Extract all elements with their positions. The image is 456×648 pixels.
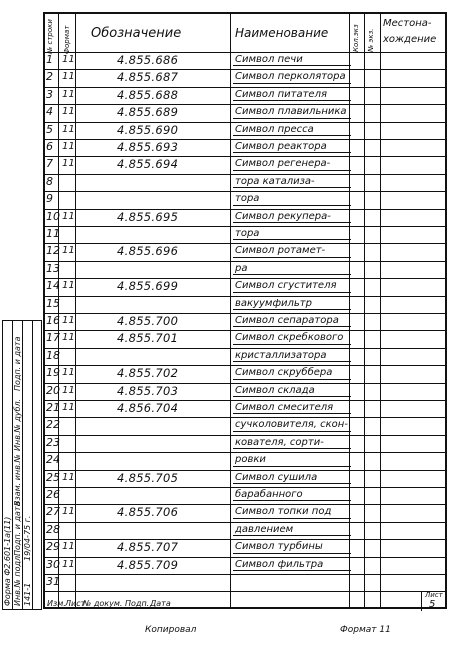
row-name: давлением <box>235 523 294 535</box>
row-number: 3 <box>46 87 53 101</box>
row-number: 17 <box>46 331 60 345</box>
row-number: 9 <box>46 192 53 206</box>
row-name: барабанного <box>235 489 303 500</box>
row-name: Символ плавильника <box>235 106 347 118</box>
row-name: тора <box>235 228 260 239</box>
header-copy-no: № экз. <box>367 28 375 52</box>
table-row <box>45 330 445 347</box>
table-row <box>45 452 445 469</box>
header-format: Формат <box>63 25 71 54</box>
row-designation: 4.855.690 <box>117 122 179 137</box>
row-format: 11 <box>62 384 75 396</box>
table-row <box>45 574 445 591</box>
row-format: 11 <box>62 88 75 100</box>
row-number: 8 <box>46 174 53 188</box>
row-format: 11 <box>62 471 75 483</box>
tb-list: Лист <box>65 599 86 608</box>
side-sign-date2: Подп. и дата <box>13 336 22 391</box>
row-number: 29 <box>46 540 60 554</box>
row-name: ра <box>235 262 248 274</box>
row-name: Символ питателя <box>235 88 327 100</box>
side-value-date: 19/04-75 г. <box>23 515 32 561</box>
table-row <box>45 278 445 295</box>
row-number: 30 <box>46 557 60 571</box>
row-designation: 4.855.686 <box>117 53 179 67</box>
table-row <box>45 365 445 382</box>
row-name: Символ пресса <box>235 123 314 135</box>
header-pos: № строки <box>46 19 54 54</box>
table-row <box>45 470 445 487</box>
sheet-label: Лист <box>425 591 443 599</box>
table-row <box>45 417 445 434</box>
row-designation: 4.856.704 <box>117 401 179 415</box>
row-format: 11 <box>62 280 75 292</box>
footer-format: Формат 11 <box>340 625 391 635</box>
row-number: 7 <box>46 157 53 171</box>
header-designation: Обозначение <box>91 26 182 41</box>
row-designation: 4.855.693 <box>117 140 179 154</box>
row-designation: 4.855.706 <box>117 505 179 520</box>
row-name: тора катализа- <box>235 175 315 187</box>
row-name: тора <box>235 193 260 205</box>
row-designation: 4.855.702 <box>117 366 179 381</box>
row-format: 11 <box>62 54 75 65</box>
sheet-value: 5 <box>429 599 436 610</box>
table-row <box>45 122 445 139</box>
side-form: Форма Ф2.601-1а(11) <box>3 516 12 606</box>
row-number: 24 <box>46 453 60 467</box>
header-name: Наименование <box>235 26 329 40</box>
specification-table <box>43 12 447 609</box>
row-format: 11 <box>62 558 75 570</box>
row-designation: 4.855.705 <box>117 470 179 485</box>
row-number: 18 <box>46 348 60 362</box>
row-number: 20 <box>46 383 60 397</box>
row-designation: 4.855.699 <box>117 279 179 294</box>
header-location-2: хождение <box>383 34 437 45</box>
row-number: 11 <box>46 227 60 240</box>
row-name: Символ смесителя <box>235 402 334 413</box>
side-inv-orig: Инв.№ подл. <box>13 553 22 606</box>
row-number: 15 <box>46 296 60 310</box>
row-name: Символ сгустителя <box>235 280 337 292</box>
table-row <box>45 87 445 104</box>
header-qty: Кол.экз <box>352 24 360 52</box>
table-row <box>45 209 445 226</box>
row-designation: 4.855.707 <box>117 540 179 555</box>
table-row <box>45 139 445 156</box>
row-name: Символ скруббера <box>235 367 333 379</box>
row-format: 11 <box>62 367 75 379</box>
row-designation: 4.855.694 <box>117 157 179 172</box>
row-number: 27 <box>46 505 60 519</box>
tb-doc-no: № докум. <box>83 599 123 608</box>
row-designation: 4.855.701 <box>117 331 179 346</box>
row-designation: 4.855.703 <box>117 383 179 398</box>
tb-sign: Подп. <box>125 599 150 608</box>
row-number: 26 <box>46 488 60 501</box>
row-number: 21 <box>46 401 60 414</box>
row-number: 13 <box>46 261 60 275</box>
table-row <box>45 156 445 173</box>
row-name: вакуумфильтр <box>235 297 312 309</box>
row-number: 25 <box>46 470 60 484</box>
row-name: Символ регенера- <box>235 158 331 170</box>
row-name: Символ турбины <box>235 541 323 553</box>
table-row <box>45 383 445 400</box>
footer-copied: Копировал <box>145 625 197 635</box>
row-designation: 4.855.687 <box>117 70 179 85</box>
table-row <box>45 435 445 452</box>
row-format: 11 <box>62 71 75 83</box>
table-row <box>45 52 445 69</box>
row-number: 28 <box>46 522 60 536</box>
row-name: кристаллизатора <box>235 349 327 361</box>
table-row <box>45 226 445 243</box>
side-sign-date: Подп. и дата <box>13 501 22 556</box>
row-name: ровки <box>235 454 266 466</box>
row-format: 11 <box>62 141 75 152</box>
row-number: 4 <box>46 105 53 119</box>
table-row <box>45 400 445 417</box>
row-number: 12 <box>46 244 60 258</box>
header-location-1: Местона- <box>383 18 432 29</box>
side-inv-dup: Взам. инв.№ <box>13 454 22 506</box>
side-value-inv: 141-1 <box>23 582 32 606</box>
row-number: 31 <box>46 575 60 588</box>
row-number: 19 <box>46 366 60 380</box>
table-row <box>45 104 445 121</box>
title-block-line <box>45 591 445 592</box>
row-format: 11 <box>62 332 75 344</box>
table-row <box>45 191 445 208</box>
tb-izm: Изм. <box>47 599 66 608</box>
table-row <box>45 243 445 260</box>
row-designation: 4.855.696 <box>117 244 179 259</box>
row-number: 23 <box>46 435 60 449</box>
table-row <box>45 313 445 330</box>
table-row <box>45 557 445 574</box>
row-name: Символ ротамет- <box>235 245 326 257</box>
row-number: 14 <box>46 279 60 293</box>
row-format: 11 <box>62 123 75 135</box>
row-name: Символ сепаратора <box>235 315 339 326</box>
table-row <box>45 504 445 521</box>
row-designation: 4.855.700 <box>117 314 179 328</box>
row-name: сучколовителя, скон- <box>235 419 348 431</box>
side-stamp <box>2 320 42 610</box>
table-row <box>45 522 445 539</box>
row-format: 11 <box>62 541 75 553</box>
table-row <box>45 69 445 86</box>
row-name: кователя, сорти- <box>235 436 324 448</box>
side-inv-dup2: Инв.№ дубл. <box>13 398 22 451</box>
table-row <box>45 539 445 556</box>
row-name: Символ рекупера- <box>235 210 331 222</box>
row-number: 1 <box>46 53 53 66</box>
row-designation: 4.855.709 <box>117 557 179 572</box>
row-number: 16 <box>46 314 60 327</box>
row-name: Символ печи <box>235 54 303 65</box>
row-designation: 4.855.695 <box>117 209 179 224</box>
row-format: 11 <box>62 210 75 222</box>
tb-date: Дата <box>150 599 171 608</box>
row-format: 11 <box>62 106 75 118</box>
row-name: Символ сушила <box>235 471 318 483</box>
row-format: 11 <box>62 315 75 326</box>
row-number: 5 <box>46 122 53 136</box>
row-name: Символ фильтра <box>235 558 324 570</box>
row-number: 6 <box>46 140 53 153</box>
sheet-number-box <box>421 591 446 611</box>
row-designation: 4.855.688 <box>117 87 179 102</box>
row-name: Символ топки под <box>235 506 332 518</box>
row-number: 22 <box>46 418 60 432</box>
row-format: 11 <box>62 402 75 413</box>
row-format: 11 <box>62 245 75 257</box>
row-designation: 4.855.689 <box>117 105 179 120</box>
table-row <box>45 348 445 365</box>
row-format: 11 <box>62 506 75 518</box>
row-name: Символ перколятора <box>235 71 346 83</box>
table-row <box>45 296 445 313</box>
table-row <box>45 261 445 278</box>
row-name: Символ склада <box>235 384 315 396</box>
row-name: Символ скребкового <box>235 332 344 344</box>
row-number: 10 <box>46 209 60 223</box>
row-number: 2 <box>46 70 53 84</box>
row-format: 11 <box>62 158 75 170</box>
table-row <box>45 487 445 504</box>
row-name: Символ реактора <box>235 141 327 152</box>
table-row <box>45 174 445 191</box>
